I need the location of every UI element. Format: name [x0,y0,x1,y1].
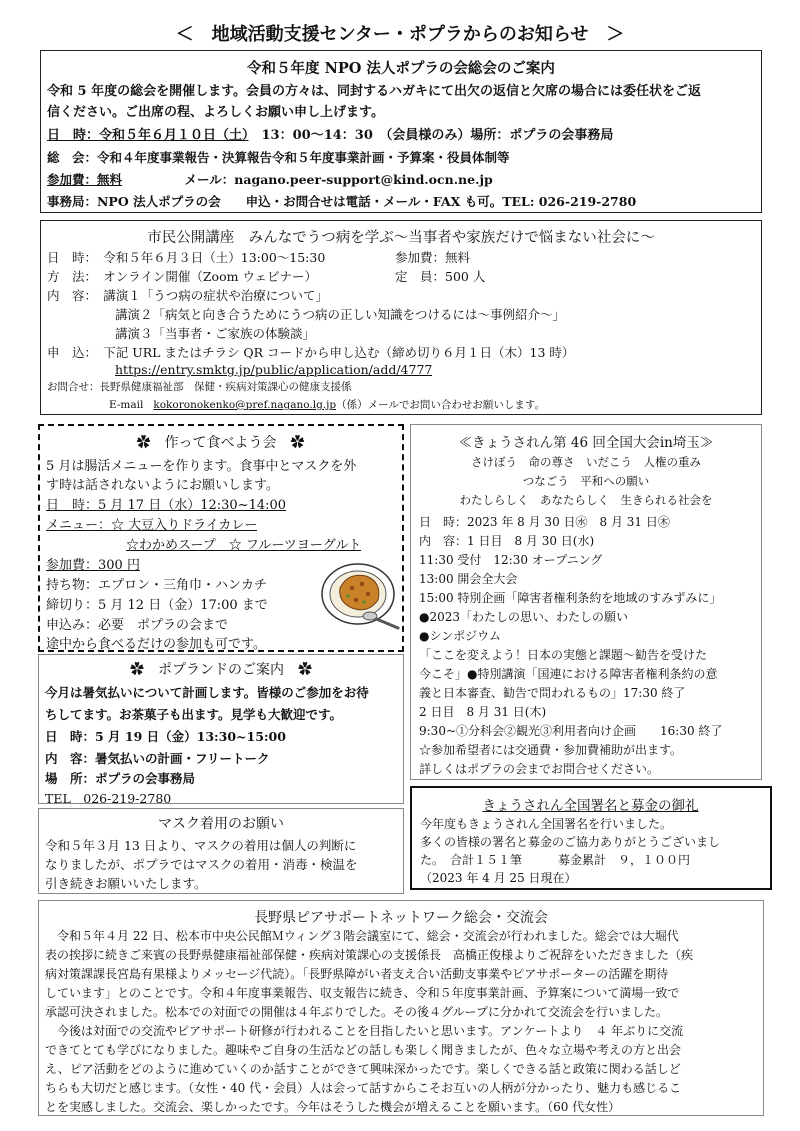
kyousaren-line: 詳しくはポプラの会までお問合せください。 [419,762,660,776]
popland-title-row [39,659,403,679]
mask-title: マスク着用のお願い [158,816,284,832]
general-meeting-agenda: 総 会：令和４年度事業報告・決算報告令和５年度事業計画・予算案・役員体制等 [47,150,510,165]
peer-line: 表の挨拶に続きご来賓の長野県健康福祉部保健・疾病対策課心の支援係長 高橋正俊様よりご祝辞をいただきました（疾 [45,948,694,962]
general-meeting-section [40,50,762,213]
lecture-email[interactable]: kokoronokenko@pref.nagano.lg.jp [153,399,337,411]
kyousaren-line: ●2023「わたしの思い、わたしの願い [419,610,629,624]
kyousaren-slogan-2: つなごう 平和への願い [522,474,650,488]
peer-line: 今後は対面での交流やピアサポート研修が行われることを目指したいと思います。アンケートより ４ 年ぶりに交流 [45,1024,684,1038]
lecture-content-2: 講演２「病気と向き合うためにうつ病の正しい知識をつけるには～事例紹介～」 [115,307,566,322]
peer-line: 病対策課課長宮島有果様よりメッセージ代読）。「長野県障がい者支え合い活動支事業やピアサポーターの活躍を期待 [45,967,669,981]
cooking-apply: 申込み：必要 ポプラの会まで [46,618,229,633]
popland-place: 場 所：ポプラの会事務局 [45,771,196,786]
general-meeting-office: 事務局：NPO 法人ポプラの会 申込・お問合せは電話・メール・FAX も可。TEL: 026-219-2780 [47,194,637,209]
popland-content: 内 容：暑気払いの計画・フリートーク [45,751,270,766]
lecture-date: 日 時： 令和５年６月３日（土）13:00～15:30 [47,250,326,265]
kyousaren-slogan-1: さけぼう 命の尊さ いだこう 人権の重み [471,455,701,469]
kyousaren-title: ≪きょうされん第 46 回全国大会in埼玉≫ [458,435,714,451]
kyousaren-line: 内 容：1 日目 8 月 30 日(水) [419,534,595,548]
cooking-note: 途中から食べるだけの参加も可です。 [46,637,266,652]
general-meeting-mail[interactable]: メール：nagano.peer-support@kind.ocn.ne.jp [122,172,493,187]
lecture-email-line [109,397,545,412]
peer-title: 長野県ピアサポートネットワーク総会・交流会 [254,910,548,926]
flower-icon: ✿ [298,662,312,678]
cooking-title: 作って食べよう会 [164,435,277,451]
kyousaren-line: ●シンポジウム [419,629,502,643]
lecture-section [40,220,762,415]
cooking-line-1: 5 月は腸活メニューを作ります。食事中とマスクを外 [46,459,357,474]
peer-line: ちらも大切だと感じます。（女性・40 代・会員）人は会って話すからこそお互いの人柄が分かったり、魅力も感じるこ [45,1081,682,1095]
peer-line: できてとても学びになりました。趣味やご自身の生活などの話しも楽しく聞きましたが、色々な立場や考えの方と出会 [45,1043,682,1057]
lecture-contact: お問合せ：長野県健康福祉部 保健・疾病対策課心の健康支援係 [47,381,352,393]
general-meeting-date: 日 時：令和５年６月１０日（土） [47,128,249,143]
peer-section [38,900,764,1116]
lecture-method: 方 法： オンライン開催（Zoom ウェビナー） [47,269,317,284]
kyousaren-line: ☆参加希望者には交通費・参加費補助が出ます。 [419,743,683,757]
popland-title: ポプランドのご案内 [158,662,284,678]
kyousaren-line: 2 日目 8 月 31 日(木) [419,705,547,719]
kyousaren-line: 13:00 開会全大会 [419,572,518,586]
lecture-url[interactable]: https://entry.smktg.jp/public/application/add/4777 [115,362,433,377]
kyousaren-section [410,424,762,780]
flower-icon: ✿ [136,435,151,451]
peer-line: 承認可決されました。松本での対面での開催は４年ぶりでした。その後４グループに分かれて交流会を行いました。 [45,1005,669,1019]
general-meeting-datetime [47,124,613,143]
lecture-fee: 参加費：無料 [395,250,471,265]
kyousaren-line: 11:30 受付 12:30 オープニング [419,553,603,567]
popland-line-2: ちしてます。お茶菓子も出ます。見学も大歓迎です。 [45,707,343,722]
signature-line: 今年度もきょうされん全国署名を行いました。 [420,817,673,831]
mask-line-3: 引き続きお願いいたします。 [45,876,207,891]
cooking-section [38,424,404,652]
cooking-title-row [40,432,401,452]
cooking-line-2: す時は話されないようにお願いします。 [46,478,279,493]
flower-icon: ✿ [290,435,305,451]
kyousaren-line: 日 時：2023 年 8 月 30 日㊌ 8 月 31 日㊍ [419,515,670,529]
lecture-apply: 申 込： 下記 URL またはチラシ QR コードから申し込む（締め切り６月１日（木）13 時） [47,345,575,360]
general-meeting-intro-2: 信ください。ご出席の程、よろしくお願い申し上げます。 [47,105,384,120]
peer-line: とを実感しました。交流会、楽しかったです。今年はそうした機会が増えることを願います。（60 代女性） [45,1100,621,1114]
popland-date: 日 時：5 月 19 日（金）13:30~15:00 [45,729,286,744]
kyousaren-line: 今こそ」●特別講演「国連における障害者権利条約の意 [419,667,718,681]
signature-line: た。 合計１５１筆 募金累計 ９，１００円 [420,853,691,867]
mask-line-1: 令和５年３月 13 日より、マスクの着用は個人の判断に [45,838,357,853]
cooking-items: 持ち物：エプロン・三角巾・ハンカチ [46,578,268,593]
cooking-menu-1: メニュー：☆ 大豆入りドライカレー [46,518,258,533]
mask-section [38,808,404,894]
kyousaren-line: 9:30~①分科会②観光③利用者向け企画 16:30 終了 [419,724,723,738]
signature-section [410,786,772,890]
flower-icon: ✿ [130,662,144,678]
lecture-email-label: E-mail [109,399,144,411]
kyousaren-line: 15:00 特別企画「障害者権利条約を地域のすみずみに」 [419,591,722,605]
general-meeting-time-place: 13：00～14：30 （会員様のみ）場所：ポプラの会事務局 [248,128,614,143]
page-title: ＜ 地域活動支援センター・ポプラからのお知らせ ＞ [175,24,625,45]
popland-section [38,654,404,804]
signature-line: （2023 年 4 月 25 日現在） [420,871,577,885]
mask-line-2: なりましたが、ポプラではマスクの着用・消毒・検温を [45,857,358,872]
peer-line: 令和５年４月 22 日、松本市中央公民館Ｍウィング３階会議室にて、総会・交流会が行われました。総会では大堀代 [45,929,679,943]
general-meeting-intro-1: 令和 5 年度の総会を開催します。会員の方々は、同封するハガキにて出欠の返信と欠席の場合には委任状をご返 [47,84,702,99]
popland-tel: TEL 026-219-2780 [45,791,172,806]
signature-title: きょうされん全国署名と募金の御礼 [482,798,699,814]
general-meeting-title: 令和５年度 NPO 法人ポプラの会総会のご案内 [247,60,555,77]
signature-line: 多くの皆様の署名と募金のご協力ありがとうございまし [420,835,721,849]
cooking-menu-2: ☆わかめスープ ☆ フルーツヨーグルト [126,538,362,553]
lecture-content-1: 内 容： 講演１「うつ病の症状や治療について」 [47,288,329,303]
lecture-capacity: 定 員：500 人 [395,269,486,284]
peer-line: しています」とのことです。令和４年度事業報告、収支報告に続き、令和５年度事業計画、予算案について満場一致で [45,986,680,1000]
kyousaren-line: 義と日本審査、勧告で問われるもの」17:30 終了 [419,686,686,700]
popland-line-1: 今月は暑気払いについて計画します。皆様のご参加をお待 [45,685,369,700]
cooking-date: 日 時：5 月 17 日（水）12:30~14:00 [46,498,287,513]
lecture-content-3: 講演３「当事者・ご家族の体験談」 [115,326,316,341]
cooking-fee: 参加費：300 円 [46,558,140,573]
peer-line: え、ピア活動をどのように進めていくのか話すことができて興味深かったです。楽しくできる話と政策に関わる話しど [45,1062,681,1076]
cooking-deadline: 締切り：5 月 12 日（金）17:00 まで [46,598,268,613]
general-meeting-fee: 参加費：無料 [47,172,123,187]
kyousaren-line: 「ここを変えよう！日本の実態と課題～勧告を受けた [419,648,708,662]
curry-plate-illustration [318,558,402,632]
lecture-title: 市民公開講座 みんなでうつ病を学ぶ～当事者や家族だけで悩まない社会に～ [147,230,655,246]
general-meeting-fee-mail [47,170,493,188]
kyousaren-slogan-3: わたしらしく あなたらしく 生きられる社会を [459,493,713,507]
lecture-email-note: （係）メールでお問い合わせお願いします。 [336,399,546,411]
